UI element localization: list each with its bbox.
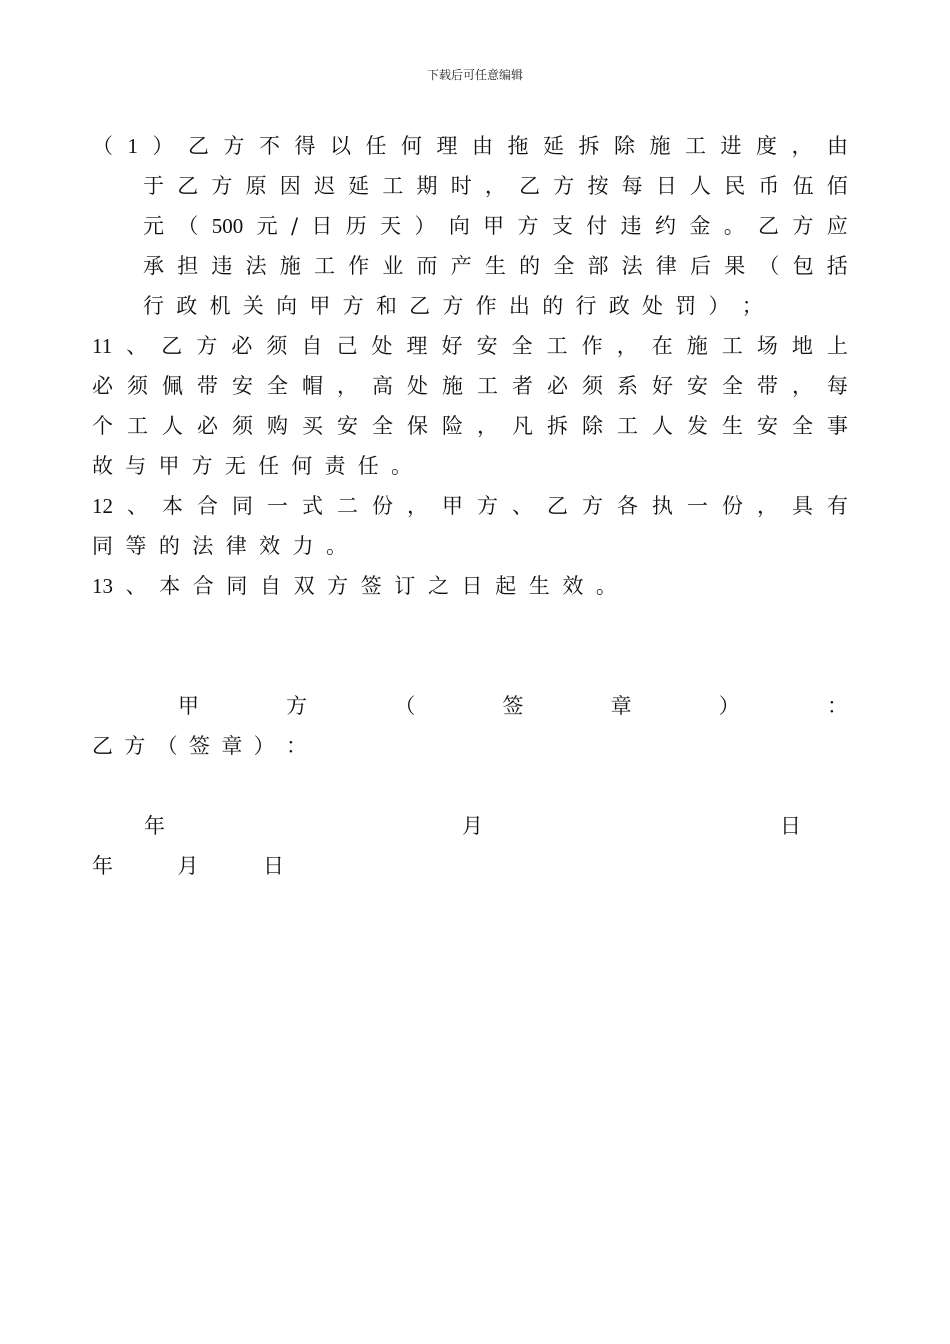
page-header-note: 下载后可任意编辑 [426,68,523,82]
char: 同 [92,534,113,558]
char: 乙 [409,294,431,318]
char: 二 [337,494,358,518]
char: 、 [125,574,147,598]
char: 向 [276,294,298,318]
char: 之 [427,574,449,598]
char: 方 [517,214,539,238]
char: 、 [127,494,148,518]
char: 施 [686,334,708,358]
char: 工 [313,254,335,278]
char: 本 [162,494,183,518]
char: 章 [221,734,243,758]
char: 自 [259,574,281,598]
char: ， [477,414,498,438]
char: 须 [266,334,288,358]
char: 延 [543,134,564,158]
char: 凡 [512,414,533,438]
char: 方 [124,734,146,758]
char: 延 [348,174,370,198]
char: 行 [143,294,164,318]
char: 方 [582,494,603,518]
char: （ [156,734,178,758]
char: 年 [144,814,165,838]
char: 必 [231,334,253,358]
char: 方 [792,214,814,238]
char: 乙 [92,734,113,758]
char: 产 [450,254,472,278]
char: 理 [406,334,428,358]
text-line [92,206,848,246]
char: 甲 [158,454,180,478]
char: 乙 [188,134,209,158]
party-b-date [92,846,284,886]
char: 各 [617,494,638,518]
char: 应 [826,214,848,238]
char: 方 [477,494,498,518]
char: 律 [225,534,247,558]
char: ， [484,174,506,198]
char: 方 [191,454,213,478]
text-line [92,246,848,286]
char: 帽 [302,374,323,398]
char: 罚 [675,294,697,318]
char: 括 [826,254,848,278]
char: 式 [302,494,323,518]
char: 每 [621,174,643,198]
char: 行 [575,294,597,318]
text-line [92,126,848,166]
party-b-signature [92,726,307,766]
char: 生 [484,254,506,278]
char: 工 [127,414,148,438]
char: 具 [792,494,813,518]
char: 者 [512,374,533,398]
char: 12 [92,494,113,518]
char: 本 [159,574,181,598]
char: 原 [245,174,267,198]
char: 险 [442,414,463,438]
char: 发 [687,414,708,438]
char: 付 [586,214,608,238]
char: 好 [652,374,673,398]
char: 月 [462,814,483,838]
char: 由 [472,134,493,158]
char: 场 [756,334,778,358]
char: 金 [689,214,711,238]
char: 力 [292,534,314,558]
char: 佩 [162,374,183,398]
char: 历 [345,214,367,238]
char: （ [177,214,199,238]
char: 份 [722,494,743,518]
char: 关 [242,294,264,318]
char: 律 [655,254,677,278]
char: 日 [311,214,333,238]
char: 时 [450,174,472,198]
char: 11 [92,334,113,358]
char: 处 [407,374,428,398]
char: （ [394,694,416,718]
char: 法 [621,254,643,278]
char: 安 [757,414,778,438]
char: 日 [461,574,483,598]
char: 全 [267,374,288,398]
char: 出 [508,294,530,318]
char: 因 [279,174,301,198]
char: ： [826,694,848,718]
char: ） [718,694,740,718]
text-line [92,526,347,566]
char: 、 [512,494,533,518]
char: 支 [551,214,573,238]
char: ， [616,334,638,358]
char: 拆 [547,414,568,438]
char: 章 [610,694,632,718]
contract-body [92,126,848,886]
char: 于 [143,174,164,198]
char: 。 [390,454,412,478]
char: 拖 [507,134,529,158]
char: 带 [757,374,778,398]
char: 天 [380,214,402,238]
char: 签 [360,574,382,598]
char: 的 [158,534,180,558]
char: ， [792,374,813,398]
char: 合 [192,574,214,598]
char: 买 [302,414,323,438]
char: 年 [92,854,113,878]
char: 份 [372,494,393,518]
party-a-signature [92,686,848,726]
char: 双 [293,574,315,598]
char: 何 [291,454,313,478]
char: 责 [324,454,346,478]
char: 元 [143,214,164,238]
char: ） [414,214,436,238]
char: 同 [232,494,253,518]
char: 以 [330,134,351,158]
party-a-date [92,806,801,846]
char: 违 [620,214,642,238]
text-line [92,166,848,206]
char: 向 [448,214,470,238]
char: 方 [196,334,218,358]
char: 方 [211,174,233,198]
char: 方 [442,294,464,318]
char: 故 [92,454,113,478]
char: 乙 [161,334,183,358]
char: 、 [126,334,148,358]
char: 带 [197,374,218,398]
char: 1 [127,134,138,158]
char: 方 [286,694,308,718]
char: 法 [245,254,267,278]
char: 事 [827,414,848,438]
char: 工 [685,134,706,158]
char: 政 [176,294,198,318]
char: 等 [125,534,147,558]
char: 何 [401,134,422,158]
char: ， [337,374,358,398]
char: 每 [827,374,848,398]
char: 方 [553,174,575,198]
char: 合 [197,494,218,518]
char: 处 [641,294,663,318]
char: 乙 [519,174,541,198]
char: 部 [587,254,609,278]
char: 安 [687,374,708,398]
text-line [92,446,412,486]
char: 个 [92,414,113,438]
char: 须 [127,374,148,398]
char: 签 [502,694,524,718]
char: 500 [211,214,244,238]
char: 作 [581,334,603,358]
char: 。 [325,534,347,558]
char: 在 [651,334,673,358]
char: 果 [724,254,746,278]
char: / [290,214,299,238]
char: 人 [162,414,183,438]
char: ， [407,494,428,518]
char: 同 [226,574,248,598]
char: 机 [209,294,231,318]
char: ； [741,294,763,318]
char: 业 [382,254,404,278]
char: 必 [197,414,218,438]
char: 必 [92,374,113,398]
char: 生 [528,574,550,598]
char: 施 [442,374,463,398]
char: 期 [416,174,438,198]
char: 施 [649,134,671,158]
char: 。 [723,214,745,238]
char: 安 [476,334,498,358]
char: 度 [756,134,777,158]
char: （ [758,254,780,278]
char: 效 [259,534,281,558]
char: 人 [652,414,673,438]
char: 全 [722,374,743,398]
char: 甲 [442,494,463,518]
char: 伍 [792,174,814,198]
char: 的 [542,294,564,318]
char: 元 [256,214,278,238]
char: 日 [780,814,801,838]
char: 处 [371,334,393,358]
char: 而 [416,254,438,278]
char: ： [285,734,307,758]
char: 无 [224,454,246,478]
char: 得 [294,134,316,158]
char: 保 [407,414,428,438]
text-line [92,406,848,446]
char: 包 [792,254,814,278]
char: 作 [348,254,370,278]
char: 。 [595,574,617,598]
char: 一 [267,494,288,518]
char: 甲 [178,694,199,718]
char: 全 [553,254,575,278]
text-line [92,286,763,326]
char: ） [253,734,275,758]
char: 好 [441,334,463,358]
char: 拆 [578,134,600,158]
char: 方 [342,294,364,318]
char: 理 [436,134,458,158]
char: 除 [614,134,635,158]
char: 工 [617,414,638,438]
char: 签 [188,734,210,758]
char: 乙 [547,494,568,518]
char: 自 [301,334,323,358]
char: 方 [223,134,245,158]
char: 任 [365,134,387,158]
char: 乙 [177,174,199,198]
char: 佰 [826,174,848,198]
char: 民 [724,174,746,198]
char: 任 [357,454,379,478]
char: 生 [722,414,743,438]
char: 起 [495,574,517,598]
char: 全 [372,414,393,438]
char: 工 [546,334,568,358]
char: 除 [582,414,603,438]
char: 一 [687,494,708,518]
char: ， [791,134,813,158]
char: 方 [327,574,349,598]
char: 任 [258,454,280,478]
char: 担 [177,254,199,278]
char: 与 [125,454,147,478]
char: 日 [263,854,284,878]
char: 约 [654,214,676,238]
char: 的 [519,254,541,278]
char: （ [92,134,113,158]
char: 月 [177,854,199,878]
char: 甲 [483,214,505,238]
char: 效 [562,574,584,598]
char: 工 [382,174,404,198]
char: 承 [143,254,164,278]
char: 人 [690,174,711,198]
char: ） [708,294,730,318]
text-line [92,366,848,406]
char: 己 [336,334,358,358]
char: ） [152,134,174,158]
char: 安 [232,374,253,398]
text-line [92,326,848,366]
char: 上 [826,334,848,358]
char: 工 [477,374,498,398]
char: 和 [375,294,397,318]
char: 政 [608,294,630,318]
char: 必 [547,374,568,398]
char: 订 [394,574,416,598]
char: 进 [720,134,742,158]
char: 施 [279,254,301,278]
char: ， [757,494,778,518]
char: 违 [211,254,233,278]
text-line [92,486,848,526]
char: 执 [652,494,673,518]
char: 按 [587,174,609,198]
char: 甲 [309,294,331,318]
char: 须 [582,374,603,398]
char: 作 [475,294,497,318]
char: 后 [690,254,711,278]
char: 全 [511,334,533,358]
char: 法 [192,534,214,558]
char: 系 [617,374,638,398]
char: 全 [792,414,813,438]
char: 有 [827,494,848,518]
char: 币 [758,174,780,198]
char: 工 [721,334,743,358]
char: 购 [267,414,288,438]
char: 地 [791,334,813,358]
char: 须 [232,414,253,438]
char: 不 [259,134,280,158]
char: 高 [372,374,393,398]
char: 迟 [313,174,335,198]
char: 日 [655,174,677,198]
char: 乙 [758,214,780,238]
char: 由 [827,134,848,158]
text-line [92,566,617,606]
char: 13 [92,574,113,598]
char: 安 [337,414,358,438]
